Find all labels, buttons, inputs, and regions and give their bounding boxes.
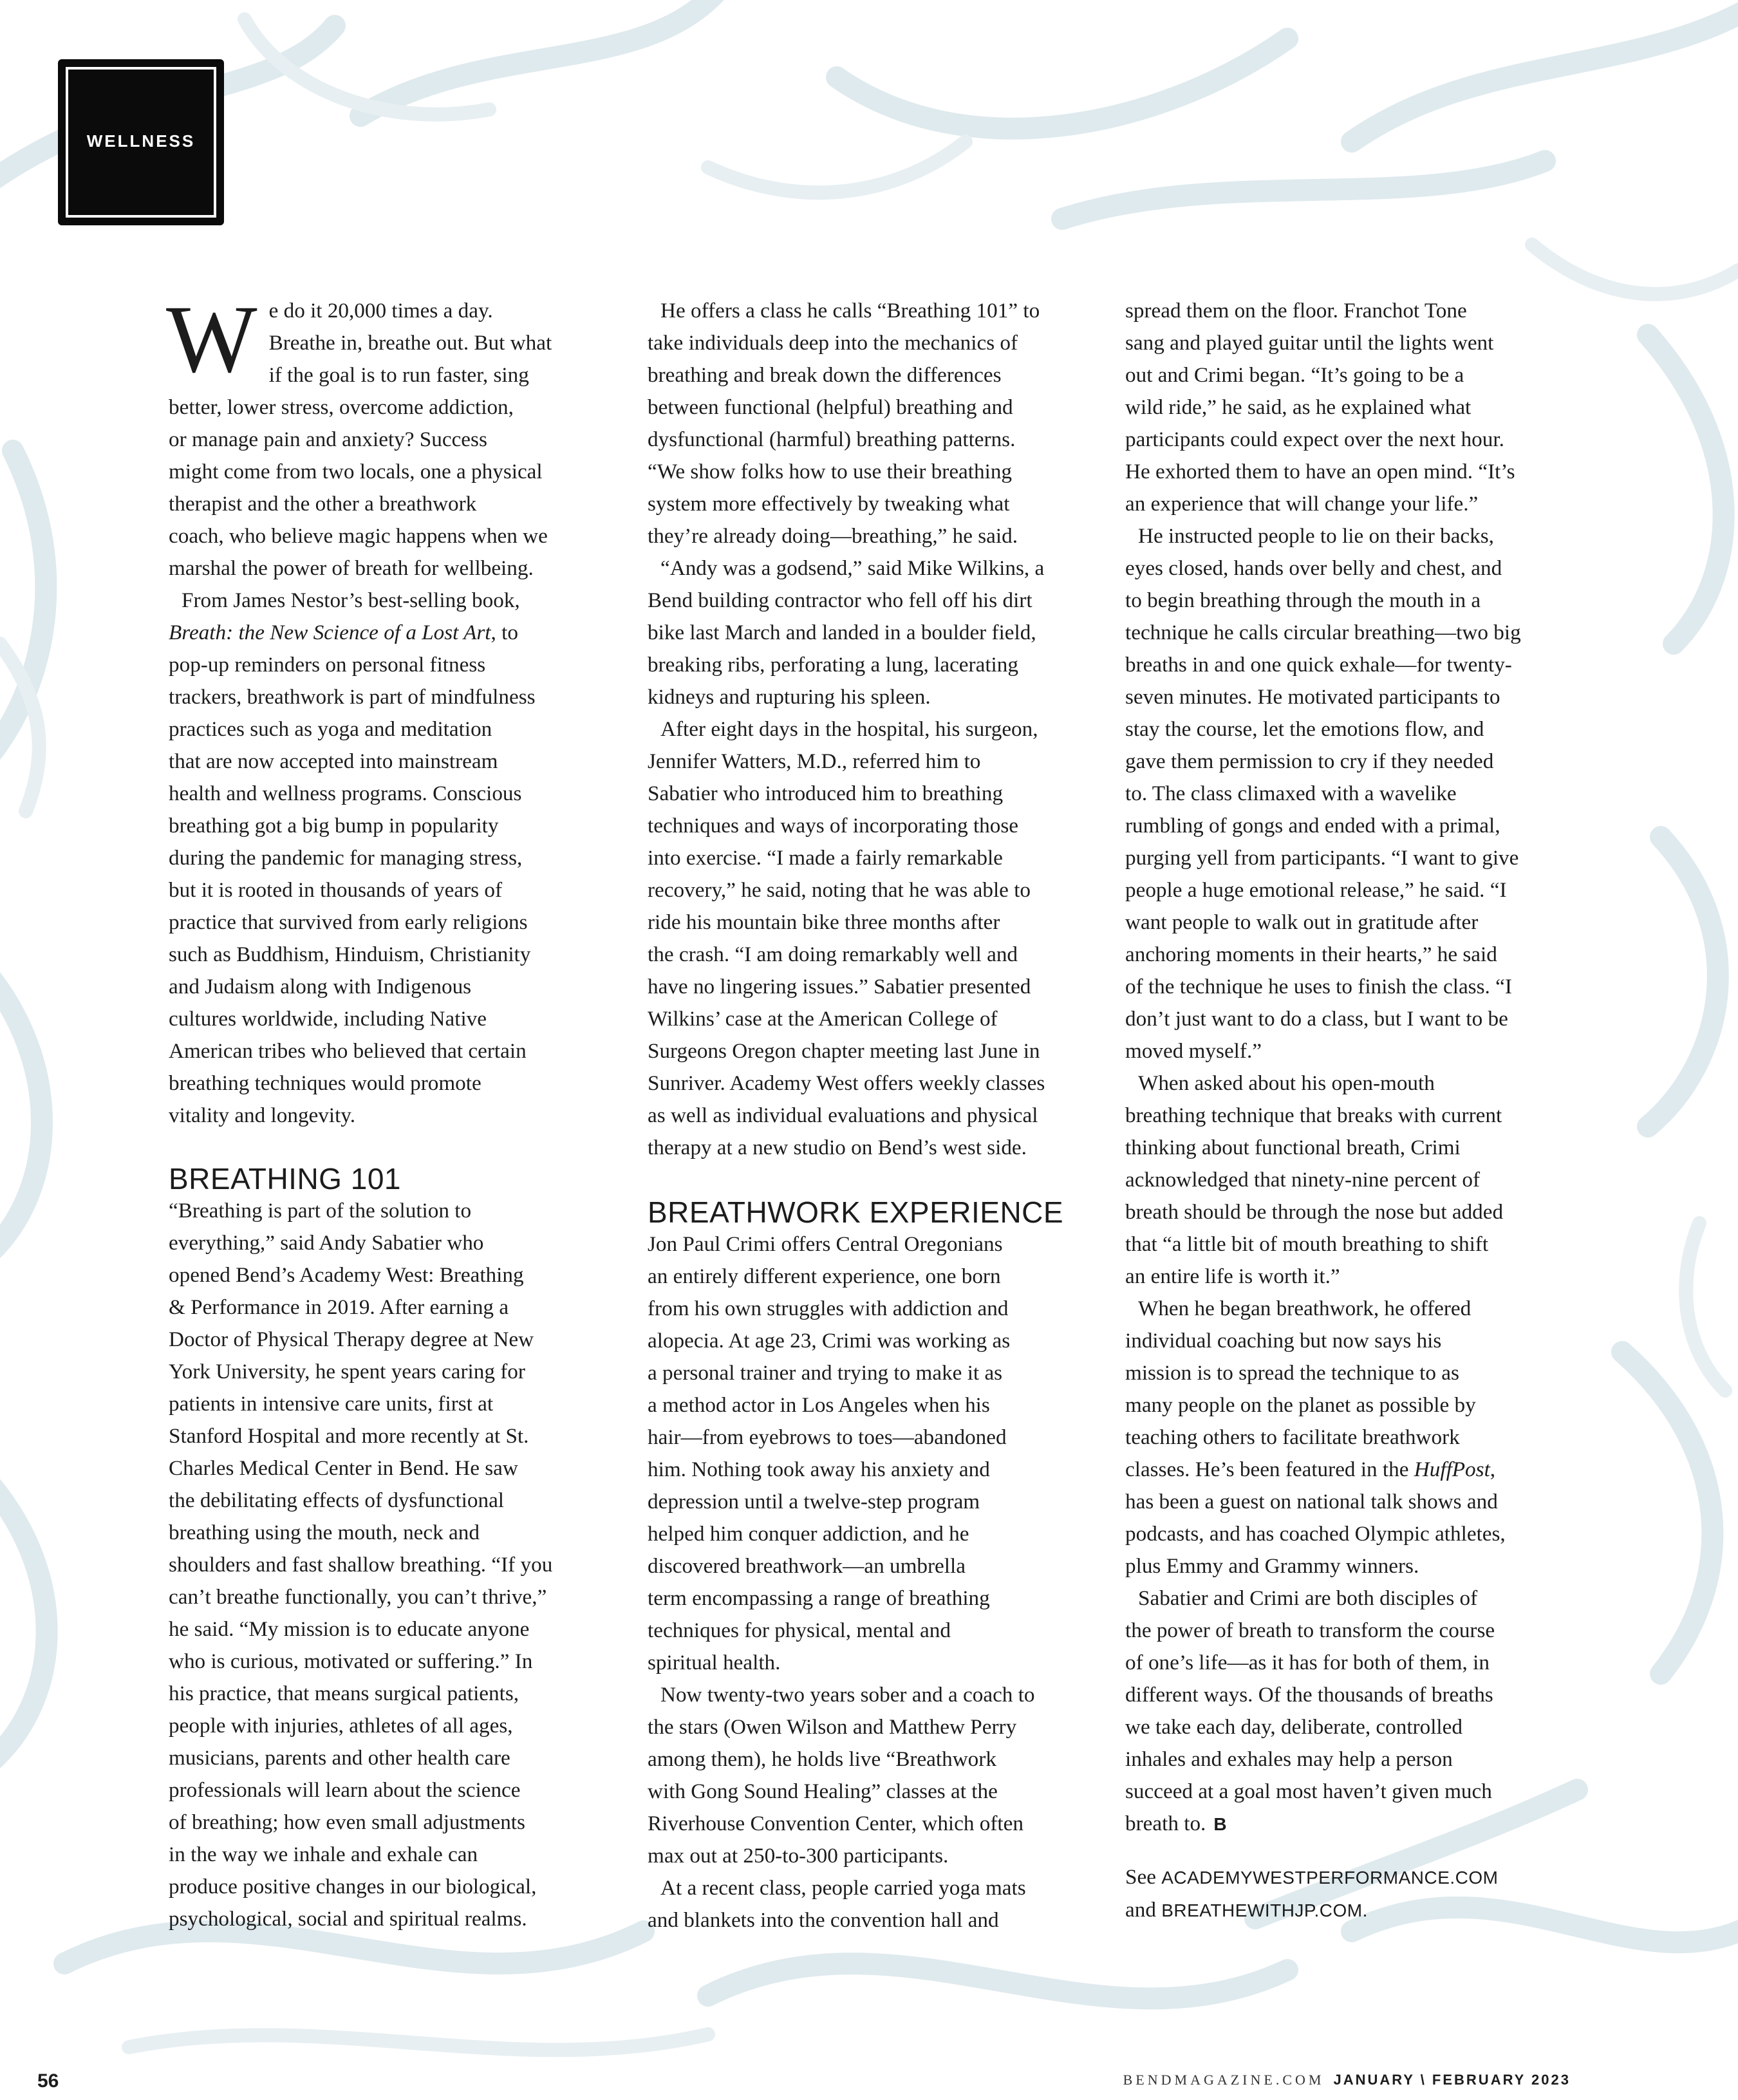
paragraph-coaching xyxy=(1125,1293,1576,1582)
text-line: don’t just want to do a class, but I want to be xyxy=(1125,1007,1508,1031)
paragraph-circular-breathing xyxy=(1125,520,1576,1067)
text-line: to. The class climaxed with a wavelike xyxy=(1125,782,1457,805)
text-line: Sunriver. Academy West offers weekly classes xyxy=(648,1071,1045,1095)
text-line: Bend building contractor who fell off his dirt xyxy=(648,588,1033,612)
text-line: helped him conquer addiction, and he xyxy=(648,1522,969,1546)
text-line: succeed at a goal most haven’t given much xyxy=(1125,1779,1492,1803)
text-line: the power of breath to transform the course xyxy=(1125,1618,1495,1642)
text-line: breathing using the mouth, neck and xyxy=(169,1521,480,1544)
link-academy-west[interactable]: ACADEMYWESTPERFORMANCE.COM xyxy=(1161,1868,1499,1888)
text-line: practices such as yoga and meditation xyxy=(169,717,492,741)
text-line: his practice, that means surgical patients, xyxy=(169,1682,519,1705)
text-line: “We show folks how to use their breathing xyxy=(648,460,1013,483)
text-line: many people on the planet as possible by xyxy=(1125,1393,1476,1417)
end-mark-icon: B xyxy=(1213,1814,1226,1834)
text-line: the debilitating effects of dysfunctional xyxy=(169,1488,505,1512)
text-line: people a huge emotional release,” he said. “I xyxy=(1125,878,1507,902)
text-line: alopecia. At age 23, Crimi was working as xyxy=(648,1329,1011,1353)
text-line: breathing techniques would promote xyxy=(169,1071,481,1095)
text-line: that “a little bit of mouth breathing to shift xyxy=(1125,1232,1489,1256)
paragraph-class-continued xyxy=(1125,295,1576,520)
text-line: who is curious, motivated or suffering.” In xyxy=(169,1649,533,1673)
text-line: want people to walk out in gratitude after xyxy=(1125,910,1479,934)
text-line: produce positive changes in our biological, xyxy=(169,1875,537,1898)
text-line: breathing technique that breaks with current xyxy=(1125,1103,1502,1127)
text-line: such as Buddhism, Hinduism, Christianity xyxy=(169,942,531,966)
text-line: eyes closed, hands over belly and chest, and xyxy=(1125,556,1502,580)
text-line: breath should be through the nose but added xyxy=(1125,1200,1504,1224)
text-line: Now twenty-two years sober and a coach to xyxy=(660,1683,1035,1707)
text-line: if the goal is to run faster, sing xyxy=(268,363,529,387)
text-line: Wilkins’ case at the American College of xyxy=(648,1007,998,1031)
section-tag-box xyxy=(58,59,224,225)
text-line: anchoring moments in their hearts,” he said xyxy=(1125,942,1497,966)
text-line: from his own struggles with addiction and xyxy=(648,1297,1009,1320)
text-line: gave them permission to cry if they needed xyxy=(1125,749,1494,773)
text-line: musicians, parents and other health care xyxy=(169,1746,510,1770)
text-line: spread them on the floor. Franchot Tone xyxy=(1125,299,1467,323)
text-line: max out at 250-to-300 participants. xyxy=(648,1844,949,1868)
text-line: everything,” said Andy Sabatier who xyxy=(169,1231,484,1255)
text-line: an experience that will change your life.” xyxy=(1125,492,1479,516)
text-line: the crash. “I am doing remarkably well and xyxy=(648,942,1018,966)
text-line xyxy=(1125,1454,1576,1486)
text-line: marshal the power of breath for wellbeing. xyxy=(169,556,534,580)
text-line: better, lower stress, overcome addiction, xyxy=(169,395,514,419)
intro-paragraph xyxy=(166,286,619,585)
text-line: purging yell from participants. “I want to give xyxy=(1125,846,1519,870)
section-tag-label: WELLNESS xyxy=(86,131,196,151)
text-fragment: breath to. xyxy=(1125,1812,1206,1835)
text-line: breaking ribs, perforating a lung, lacerating xyxy=(648,653,1018,677)
text-line: teaching others to facilitate breathwork xyxy=(1125,1425,1460,1449)
article-column-1 xyxy=(166,286,619,1935)
text-line: out and Crimi began. “It’s going to be a xyxy=(1125,363,1464,387)
text-line: When asked about his open-mouth xyxy=(1138,1071,1435,1095)
paragraph-sabatier xyxy=(169,1195,619,1935)
text-line: recovery,” he said, noting that he was able to xyxy=(648,878,1031,902)
text-line: At a recent class, people carried yoga mats xyxy=(660,1876,1026,1900)
section-heading-breathwork-experience: BREATHWORK EXPERIENCE xyxy=(648,1195,1064,1229)
text-line: “Breathing is part of the solution to xyxy=(169,1199,472,1223)
text-line: an entire life is worth it.” xyxy=(1125,1264,1340,1288)
text-line: opened Bend’s Academy West: Breathing xyxy=(169,1263,524,1287)
text-line: between functional (helpful) breathing and xyxy=(648,395,1013,419)
paragraph-recent-class xyxy=(648,1872,1098,1936)
link-breathe-with-jp[interactable]: BREATHEWITHJP.COM. xyxy=(1161,1900,1368,1920)
paragraph-nestor xyxy=(169,585,619,1132)
see-label: See xyxy=(1125,1865,1156,1889)
paragraph-wilkins xyxy=(648,552,1098,713)
paragraph-breathing-101-class xyxy=(648,295,1098,552)
text-line: depression until a twelve-step program xyxy=(648,1490,980,1514)
text-line: hair—from eyebrows to toes—abandoned xyxy=(648,1425,1007,1449)
text-line: therapist and the other a breathwork xyxy=(169,492,477,516)
text-line xyxy=(1125,1808,1576,1841)
text-fragment: classes. He’s been featured in the xyxy=(1125,1458,1414,1481)
text-line: Riverhouse Convention Center, which often xyxy=(648,1812,1023,1835)
text-line: podcasts, and has coached Olympic athletes, xyxy=(1125,1522,1506,1546)
text-line: but it is rooted in thousands of years of xyxy=(169,878,503,902)
text-line: acknowledged that ninety-nine percent of xyxy=(1125,1168,1481,1192)
text-line: bike last March and landed in a boulder field, xyxy=(648,621,1036,644)
paragraph-conclusion xyxy=(1125,1582,1576,1841)
paragraph-crimi xyxy=(648,1228,1098,1679)
text-line: therapy at a new studio on Bend’s west side. xyxy=(648,1136,1027,1159)
text-line: Sabatier and Crimi are both disciples of xyxy=(1138,1586,1478,1610)
text-line: him. Nothing took away his anxiety and xyxy=(648,1458,990,1481)
text-line: breaths in and one quick exhale—for twenty- xyxy=(1125,653,1512,677)
text-line: practice that survived from early religions xyxy=(169,910,528,934)
text-line: participants could expect over the next hour. xyxy=(1125,427,1504,451)
text-line: inhales and exhales may help a person xyxy=(1125,1747,1453,1771)
text-line: among them), he holds live “Breathwork xyxy=(648,1747,996,1771)
text-line: ride his mountain bike three months after xyxy=(648,910,1000,934)
text-line: breathing and break down the differences xyxy=(648,363,1002,387)
text-line: York University, he spent years caring for xyxy=(169,1360,525,1383)
text-line: in the way we inhale and exhale can xyxy=(169,1842,478,1866)
book-title: Breath: the New Science of a Lost Art xyxy=(169,621,491,644)
text-line: of breathing; how even small adjustments xyxy=(169,1810,525,1834)
text-line: term encompassing a range of breathing xyxy=(648,1586,990,1610)
text-line: different ways. Of the thousands of breaths xyxy=(1125,1683,1493,1707)
text-line: into exercise. “I made a fairly remarkable xyxy=(648,846,1003,870)
text-line: & Performance in 2019. After earning a xyxy=(169,1295,509,1319)
text-line: thinking about functional breath, Crimi xyxy=(1125,1136,1461,1159)
text-line: they’re already doing—breathing,” he said. xyxy=(648,524,1018,548)
section-heading-breathing-101: BREATHING 101 xyxy=(169,1162,401,1195)
text-line: mission is to spread the technique to as xyxy=(1125,1361,1459,1385)
magazine-url: BENDMAGAZINE.COM xyxy=(1123,2072,1325,2088)
article-column-2 xyxy=(648,295,1098,1936)
text-line: Breathe in, breathe out. But what xyxy=(268,331,552,355)
text-line: wild ride,” he said, as he explained what xyxy=(1125,395,1472,419)
text-fragment: , xyxy=(1490,1458,1496,1481)
text-line: sang and played guitar until the lights went xyxy=(1125,331,1494,355)
text-line: American tribes who believed that certain xyxy=(169,1039,527,1063)
text-line: an entirely different experience, one born xyxy=(648,1264,1001,1288)
text-line: as well as individual evaluations and physical xyxy=(648,1103,1038,1127)
text-line: trackers, breathwork is part of mindfulness xyxy=(169,685,536,709)
text-line: When he began breathwork, he offered xyxy=(1138,1297,1472,1320)
text-line: can’t breathe functionally, you can’t thrive,” xyxy=(169,1585,547,1609)
text-line: system more effectively by tweaking what xyxy=(648,492,1010,516)
text-line: take individuals deep into the mechanics of xyxy=(648,331,1018,355)
text-line: patients in intensive care units, first at xyxy=(169,1392,494,1416)
text-line: spiritual health. xyxy=(648,1651,781,1674)
text-line: He instructed people to lie on their backs, xyxy=(1138,524,1494,548)
text-line: After eight days in the hospital, his surgeon, xyxy=(660,717,1038,741)
text-line: the stars (Owen Wilson and Matthew Perry xyxy=(648,1715,1017,1739)
text-line: to begin breathing through the mouth in a xyxy=(1125,588,1481,612)
text-line: health and wellness programs. Conscious xyxy=(169,782,522,805)
text-line: a method actor in Los Angeles when his xyxy=(648,1393,990,1417)
text-line: individual coaching but now says his xyxy=(1125,1329,1442,1353)
text-line: kidneys and rupturing his spleen. xyxy=(648,685,931,709)
text-line: pop-up reminders on personal fitness xyxy=(169,653,486,677)
text-line: a personal trainer and trying to make it as xyxy=(648,1361,1003,1385)
text-line: Stanford Hospital and more recently at St. xyxy=(169,1424,529,1448)
text-line: with Gong Sound Healing” classes at the xyxy=(648,1779,998,1803)
text-line: vitality and longevity. xyxy=(169,1103,356,1127)
text-fragment: , to xyxy=(491,621,518,644)
see-links xyxy=(1125,1861,1576,1927)
text-line: “Andy was a godsend,” said Mike Wilkins, a xyxy=(660,556,1045,580)
text-line: might come from two locals, one a physical xyxy=(169,460,543,483)
text-line: have no lingering issues.” Sabatier presented xyxy=(648,975,1031,998)
text-line: dysfunctional (harmful) breathing patterns. xyxy=(648,427,1016,451)
text-line: of the technique he uses to finish the class. “I xyxy=(1125,975,1512,998)
page-number: 56 xyxy=(37,2070,59,2092)
text-line: He offers a class he calls “Breathing 101” to xyxy=(660,299,1040,323)
text-line: moved myself.” xyxy=(1125,1039,1262,1063)
text-line: seven minutes. He motivated participants to xyxy=(1125,685,1500,709)
article-column-3 xyxy=(1125,295,1576,1927)
text-line: From James Nestor’s best-selling book, xyxy=(182,588,520,612)
footer-folio xyxy=(1123,2072,1571,2088)
text-line: during the pandemic for managing stress, xyxy=(169,846,523,870)
text-line: has been a guest on national talk shows and xyxy=(1125,1490,1498,1514)
text-line: discovered breathwork—an umbrella xyxy=(648,1554,966,1578)
paragraph-open-mouth xyxy=(1125,1067,1576,1293)
text-line: that are now accepted into mainstream xyxy=(169,749,498,773)
text-line: we take each day, deliberate, controlled xyxy=(1125,1715,1462,1739)
paragraph-gong-classes xyxy=(648,1679,1098,1872)
text-line: professionals will learn about the science xyxy=(169,1778,521,1802)
and-label: and xyxy=(1125,1898,1156,1922)
publication-name: HuffPost xyxy=(1414,1458,1490,1481)
text-line xyxy=(169,617,619,649)
text-line: psychological, social and spiritual realms. xyxy=(169,1907,527,1931)
text-line: cultures worldwide, including Native xyxy=(169,1007,487,1031)
text-line: Surgeons Oregon chapter meeting last June in xyxy=(648,1039,1040,1063)
text-line: He exhorted them to have an open mind. “It’s xyxy=(1125,460,1515,483)
text-line: e do it 20,000 times a day. xyxy=(268,299,493,323)
text-line: breathing got a big bump in popularity xyxy=(169,814,499,838)
text-line: Sabatier who introduced him to breathing xyxy=(648,782,1004,805)
drop-cap: W xyxy=(166,286,257,393)
text-line: and blankets into the convention hall and xyxy=(648,1908,999,1932)
text-line: Jennifer Watters, M.D., referred him to xyxy=(648,749,981,773)
text-line: plus Emmy and Grammy winners. xyxy=(1125,1554,1419,1578)
text-line: people with injuries, athletes of all ages, xyxy=(169,1714,513,1738)
paragraph-recovery xyxy=(648,713,1098,1164)
text-line: techniques for physical, mental and xyxy=(648,1618,951,1642)
text-line: and Judaism along with Indigenous xyxy=(169,975,472,998)
text-line: Jon Paul Crimi offers Central Oregonians xyxy=(648,1232,1003,1256)
text-line: Charles Medical Center in Bend. He saw xyxy=(169,1456,518,1480)
text-line: Doctor of Physical Therapy degree at New xyxy=(169,1327,534,1351)
text-line: shoulders and fast shallow breathing. “If you xyxy=(169,1553,553,1577)
text-line: stay the course, let the emotions flow, and xyxy=(1125,717,1484,741)
issue-date: JANUARY \ FEBRUARY 2023 xyxy=(1333,2072,1571,2088)
text-line: techniques and ways of incorporating those xyxy=(648,814,1019,838)
text-line: he said. “My mission is to educate anyone xyxy=(169,1617,530,1641)
text-line: or manage pain and anxiety? Success xyxy=(169,427,487,451)
text-line: technique he calls circular breathing—two big xyxy=(1125,621,1521,644)
text-line: coach, who believe magic happens when we xyxy=(169,524,548,548)
text-line: of one’s life—as it has for both of them, in xyxy=(1125,1651,1490,1674)
text-line: rumbling of gongs and ended with a primal, xyxy=(1125,814,1500,838)
